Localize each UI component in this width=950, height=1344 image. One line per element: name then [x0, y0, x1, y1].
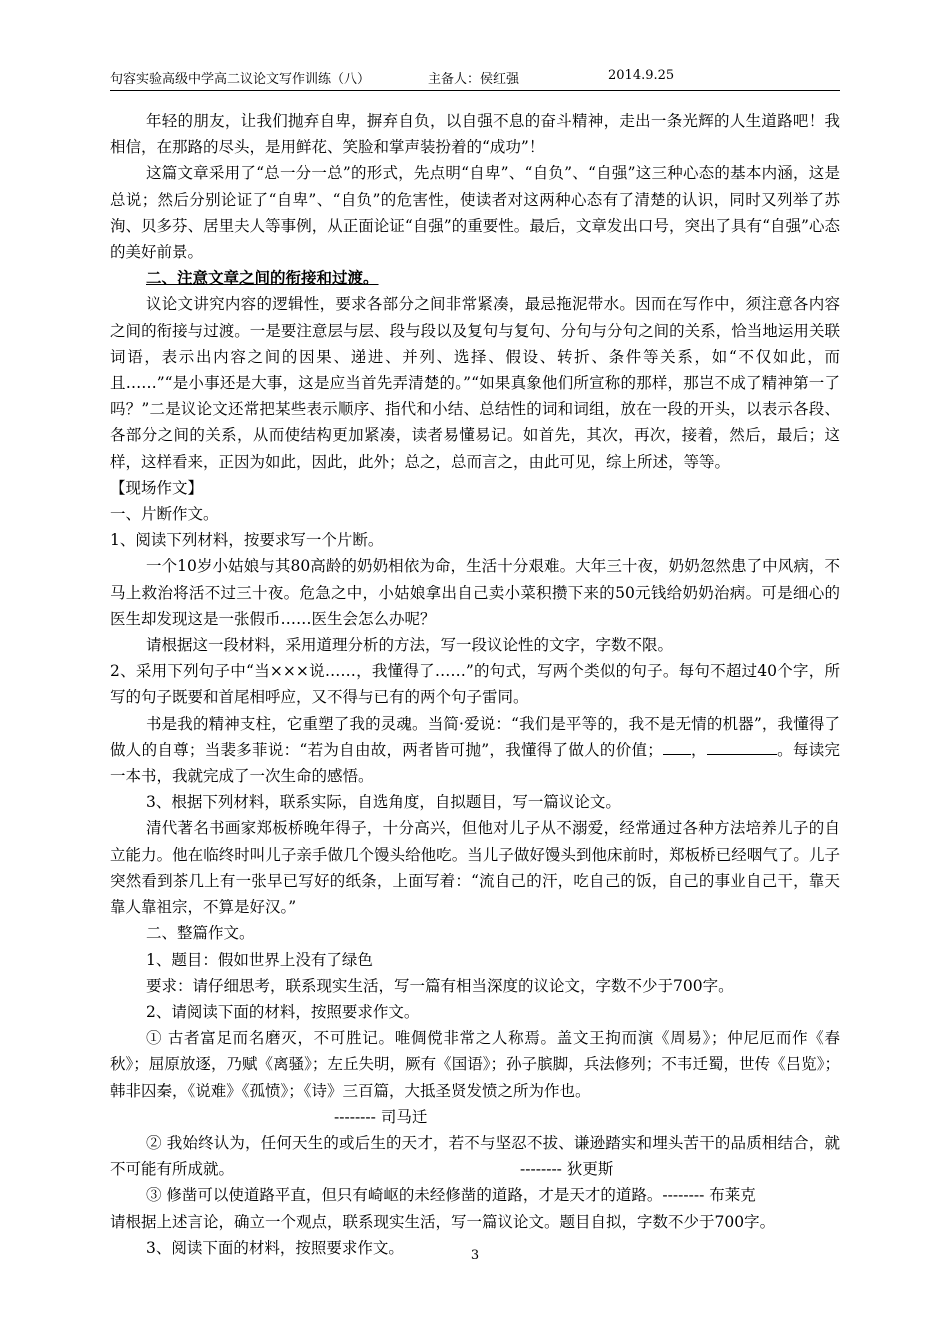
quote-blake: ③ 修凿可以使道路平直，但只有崎岖的未经修凿的道路，才是天才的道路。-------- 布莱克 [146, 1186, 756, 1205]
paragraph-conclusion: 年轻的朋友，让我们抛弃自卑，摒弃自负，以自强不息的奋斗精神，走出一条光辉的人生道路吧！我相信，在那路的尽头，是用鲜花、笑脸和掌声装扮着的“成功”！ [110, 112, 840, 157]
material-2-ending: 。每读完一本书，我就完成了一次生命的感悟。 [110, 740, 840, 786]
question-2: 2、采用下列句子中“当×××说……，我懂得了……”的句式，写两个类似的句子。每句不超过40个字，所写的句子既要和首尾相呼应，又不得与已有的两个句子雷同。 [110, 662, 840, 707]
quote-sima-qian-signature: -------- 司马迁 [334, 1107, 428, 1126]
quote-dickens-text: ② 我始终认为，任何天生的或后生的天才，若不与坚忍不拔、谦逊踏实和埋头苦干的品质相结合，就不可能有所成就。 [110, 1133, 840, 1179]
header-school-title: 句容实验高级中学高二议论文写作训练（八） [110, 72, 371, 87]
essay-2-requirement: 请根据上述言论，确立一个观点，联系现实生活，写一篇议论文。题目自拟，字数不少于700字。 [110, 1212, 776, 1231]
material-1: 一个10岁小姑娘与其80高龄的奶奶相依为命，生活十分艰难。大年三十夜，奶奶忽然患了中风病，不马上救治将活不过三十夜。危急之中，小姑娘拿出自己卖小菜积攒下来的50元钱给奶奶治病。可是细心的医生却发现这是一张假币……医生会怎么办呢？ [110, 557, 840, 628]
header-preparer: 主备人：侯红强 [428, 72, 520, 87]
quote-dickens [110, 1130, 840, 1182]
fill-blank-1[interactable] [663, 740, 691, 755]
essay-3-heading: 3、阅读下面的材料，按照要求作文。 [146, 1238, 404, 1257]
page-number: 3 [470, 1248, 480, 1263]
material-3: 清代著名书画家郑板桥晚年得子，十分高兴，但他对儿子从不溺爱，经常通过各种方法培养儿子的自立能力。他在临终时叫儿子亲手做几个馒头给他吃。当儿子做好馒头到他床前时，郑板桥已经咽气了。儿子突然看到茶几上有一张早已写好的纸条，上面写着：“流自己的汗，吃自己的饭，自己的事业自己干，靠天靠人靠祖宗，不算是好汉。” [110, 819, 840, 917]
material-2-text: 书是我的精神支柱，它重塑了我的灵魂。当简·爱说：“我们是平等的，我不是无情的机器”，我懂得了做人的自尊；当裴多菲说：“若为自由故，两者皆可抛”，我懂得了做人的价值； [110, 714, 840, 759]
page-header [110, 66, 840, 91]
header-date: 2014.9.25 [608, 68, 675, 83]
fill-blank-2[interactable] [707, 740, 777, 755]
quote-dickens-signature: -------- 狄更斯 [520, 1160, 614, 1179]
paragraph-analysis: 这篇文章采用了“总一分一总”的形式，先点明“自卑”、“自负”、“自强”这三种心态的基本内涵，这是总说；然后分别论证了“自卑”、“自负”的危害性，使读者对这两种心态有了清楚的认识，同时又列举了苏洵、贝多芬、居里夫人等事例，从正面论证“自强”的重要性。最后，文章发出口号，突出了具有“自强”心态的美好前景。 [110, 164, 840, 262]
section-label-onsite: 【现场作文】 [110, 478, 204, 497]
question-3: 3、根据下列材料，联系实际，自选角度，自拟题目，写一篇议论文。 [146, 793, 621, 812]
material-1-instruction: 请根据这一段材料，采用道理分析的方法，写一段议论性的文字，字数不限。 [146, 636, 674, 655]
section-heading-fragment: 一、片断作文。 [110, 505, 219, 524]
section-heading-full-essay: 二、整篇作文。 [146, 924, 255, 943]
essay-2-heading: 2、请阅读下面的材料，按照要求作文。 [146, 1002, 420, 1021]
paragraph-transition-explanation: 议论文讲究内容的逻辑性，要求各部分之间非常紧凑，最忌拖泥带水。因而在写作中，须注意各内容之间的衔接与过渡。一是要注意层与层、段与段以及复句与复句、分句与分句之间的关系，恰当地运用关联词语，表示出内容之间的因果、递进、并列、选择、假设、转折、条件等关系，如“不仅如此，而且……”“是小事还是大事，这是应当首先弄清楚的。”“如果真象他们所宣称的那样，那岂不成了精神第一了吗？”二是议论文还常把某些表示顺序、指代和小结、总结性的词和词组，放在一段的开头，以表示各段、各部分之间的关系，从而使结构更加紧凑，读者易懂易记。如首先，其次，再次，接着，然后，最后；这样，这样看来，正因为如此，因此，此外；总之，总而言之，由此可见，综上所述，等等。 [110, 295, 840, 471]
material-2 [110, 711, 840, 790]
essay-1-title: 1、题目：假如世界上没有了绿色 [146, 950, 373, 969]
section-heading-transition: 二、注意文章之间的衔接和过渡。 [146, 268, 379, 288]
quote-sima-qian: ① 古者富足而名磨灭，不可胜记。唯倜傥非常之人称焉。盖文王拘而演《周易》；仲尼厄而作《春秋》；屈原放逐，乃赋《离骚》；左丘失明，厥有《国语》；孙子膑脚，兵法修列；不韦迁蜀，世传《吕览》；韩非囚秦，《说难》《孤愤》；《诗》三百篇，大抵圣贤发愤之所为作也。 [110, 1029, 840, 1100]
question-1: 1、阅读下列材料，按要求写一个片断。 [110, 531, 384, 550]
material-2-separator: ， [690, 740, 707, 759]
essay-1-requirement: 要求：请仔细思考，联系现实生活，写一篇有相当深度的议论文，字数不少于700字。 [146, 976, 734, 995]
document-body [110, 108, 840, 1261]
